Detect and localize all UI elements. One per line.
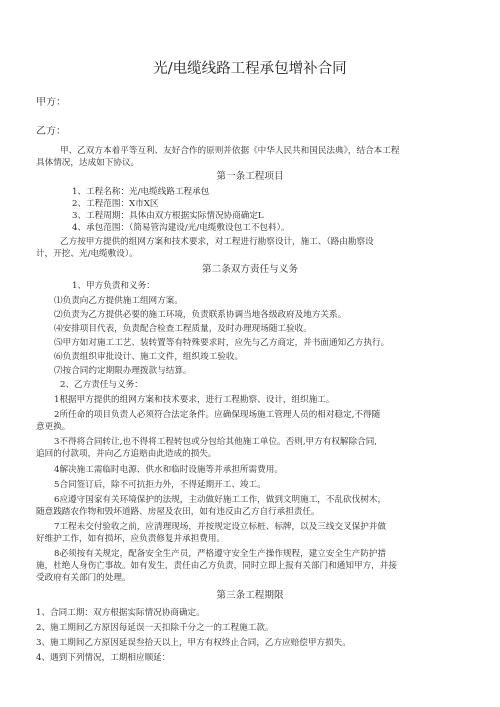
party-b-duty-line: 随意践踏农作物和毁坏道路、房屋及农田，如有违反由乙方自行承担责任。: [36, 507, 320, 517]
article3-item: 1、合同工期：双方根据实际情况协商确定。: [36, 608, 205, 618]
intro-line: 甲、乙双方本着平等互利、友好合作的原则并依据《中华人民共和国民法典》，结合本工程: [60, 146, 400, 156]
party-a-duty: ⑴负责向乙方提供施工组网方案。: [54, 296, 183, 306]
article1-item: 1、工程名称：光/电缆线路工程承包: [72, 187, 210, 197]
article3-item: 2、施工期间乙方原因每延误一天扣除千分之一的工程施工款。: [36, 623, 274, 633]
party-a-label: 甲方：: [36, 97, 66, 108]
article3-heading: 第三条工程期限: [216, 590, 284, 601]
party-b-duty-line: 意更换。: [36, 422, 71, 432]
party-b-duty-line: 施，杜绝人身伤亡事故。如有发生，责任由乙方负责，同时立即上报有关部门和通知甲方，并接: [36, 561, 397, 571]
article1-item: 3、工程周期：具体由双方根据实际情况协商确定L: [72, 211, 264, 221]
article1-body-line: 计，开挖、光/电缆敷设）。: [36, 249, 138, 259]
party-b-duty-line: 受政府有关部门的处理。: [36, 573, 131, 583]
party-a-duty: ⑵负责为乙方提供必要的施工环境，负责联系协调当地各级政府及地方关系。: [54, 310, 347, 320]
party-a-duty: ⑸甲方如对施工工艺、装转置等有特殊要求时，应先与乙方商定，并书面通知乙方执行。: [54, 338, 390, 348]
party-b-duty-line: 5合同签订后，除不可抗拒力外，不得延期开工、竣工。: [54, 480, 266, 490]
party-a-duty: ⑷安排项目代表，负责配合检查工程质量，及时办理现场随工验收。: [54, 324, 312, 334]
party-a-duty: ⑺按合同约定期限办理拨款与结算。: [54, 366, 192, 376]
party-b-duty-line: 3不得将合同转让,也不得将工程转包或分包给其他施工单位。否则,甲方有权解除合同,: [54, 437, 378, 447]
party-b-duty-line: 好维护工作，如有损坏，应负责修复并承担费用。: [36, 534, 226, 544]
party-b-duty-line: 4解决施工需临时电源、供水和临时设施等并承担所需费用。: [54, 465, 283, 475]
party-b-duty-line: 追回的付款项，并向乙方追赔由此造成的损失。: [36, 449, 217, 459]
party-a-duties-label: 1、甲方负责和义务：: [72, 281, 155, 291]
article3-item: 4、遇到下列情况，工期相应顺延：: [36, 653, 171, 663]
party-b-label: 乙方：: [36, 126, 66, 137]
article1-item: 2、工程范围：X市X区: [72, 199, 159, 209]
party-a-duty: ⑹负责组织审批设计、施工文件，组织竣工验收。: [54, 352, 244, 362]
article1-item: 4、承包范围：（简易管沟建设/光/电缆敷设包工不包料）。: [72, 223, 290, 233]
article3-item: 3、施工期间乙方原因延误叁拾天以上，甲方有权终止合同，乙方应赔偿甲方损失。: [36, 638, 351, 648]
article2-heading: 第二条双方责任与义务: [202, 264, 298, 275]
party-b-duty-line: 6应遵守国家有关环境保护的法规，主动做好施工工作，做到文明施工，不乱砍伐树木，: [54, 495, 387, 505]
party-b-duties-label: 2、乙方责任与义务：: [60, 380, 143, 390]
party-b-duty-line: 7工程未交付验收之前，应清理现场，并按规定设立标桩、标牌，以及三线交叉保护并做: [54, 522, 387, 532]
article1-body-line: 乙方按甲方提供的组网方案和技术要求，对工程进行勘察设计，施工、（路由勘察设: [60, 237, 374, 247]
party-b-duty-line: 8必须按有关规定，配备安全生产员，严格遵守安全生产操作规程，建立安全生产防护措: [54, 549, 387, 559]
document-title: 光/电缆线路工程承包增补合同: [153, 61, 347, 77]
intro-line: 具体情况，达成如下协议。: [36, 158, 140, 168]
article1-heading: 第一条工程项目: [216, 171, 284, 182]
party-b-duty-line: 1根据甲方提供的组网方案和技术要求，进行工程勘察、设计，组织施工。: [54, 395, 335, 405]
party-b-duty-line: 2所任命的项目负责人必须符合法定条件。应确保现场施工管理人员的相对稳定,不得随: [54, 410, 381, 420]
